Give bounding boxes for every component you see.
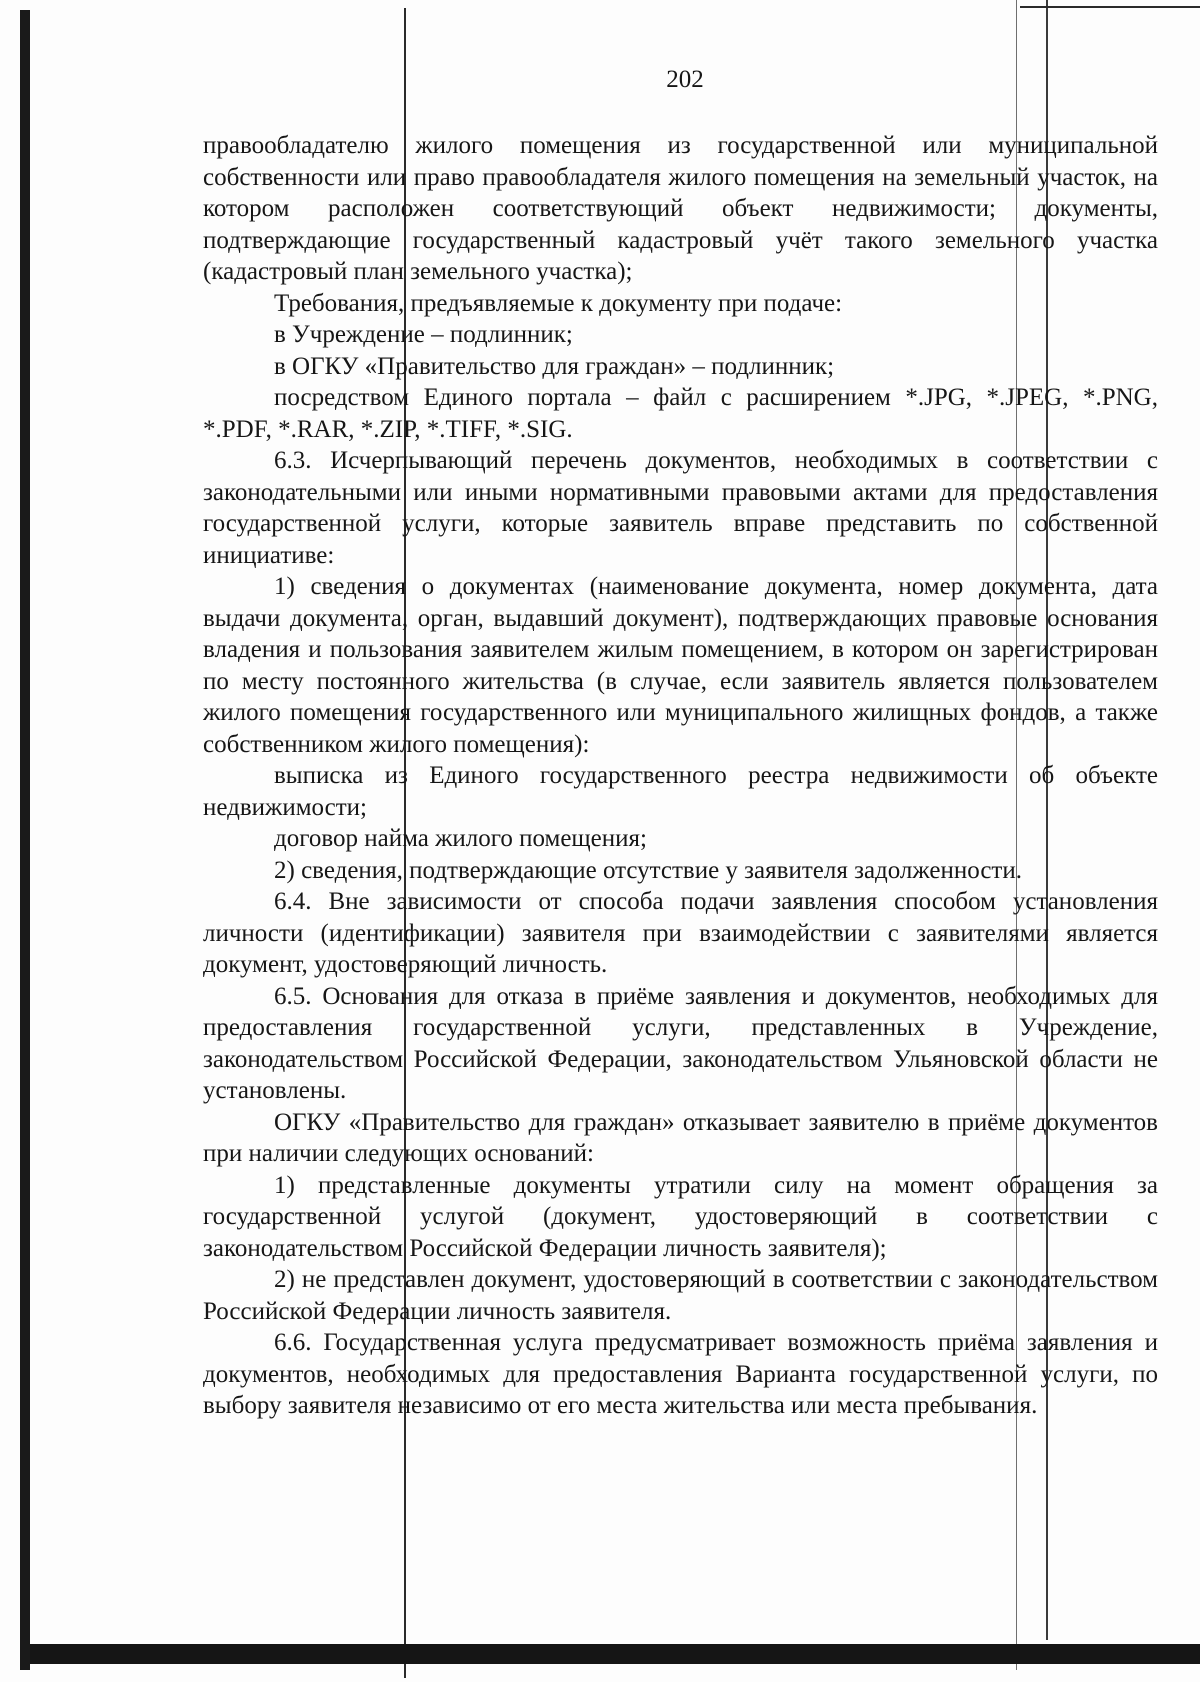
paragraph: 6.6. Государственная услуга предусматривает возможность приёма заявления и документов, необходимых для предоставления Варианта государственной услуги, по выбору заявителя независимо от его места жительства или места пребывания. [203,1329,1158,1419]
page-number: 202 [666,66,704,93]
scan-edge-left [20,10,30,1670]
paragraph: правообладателю жилого помещения из государственной или муниципальной собственности или право правообладателя жилого помещения на земельный участок, на котором расположен соответствующий объект недвижимости; документы, подтверждающие государственный кадастровый учёт такого земельного участка (кадастровый план земельного участка); [203,132,1158,285]
paragraph: в ОГКУ «Правительство для граждан» – подлинник; [274,352,835,380]
paragraph: выписка из Единого государственного реестра недвижимости об объекте недвижимости; [203,762,1158,821]
paragraph: 2) не представлен документ, удостоверяющий в соответствии с законодательством Российской Федерации личность заявителя. [203,1266,1158,1325]
paragraph: 2) сведения, подтверждающие отсутствие у заявителя задолженности. [274,856,1022,884]
scan-line [1020,6,1200,8]
paragraph: в Учреждение – подлинник; [274,321,573,348]
paragraph: 1) представленные документы утратили силу на момент обращения за государственной услугой (документ, удостоверяющий в соответствии с законодательством Российской Федерации личность заявителя); [203,1171,1158,1262]
paragraph: посредством Единого портала – файл с расширением *.JPG, *.JPEG, *.PNG, *.PDF, *.RAR, *.ZIP, *.TIFF, *.SIG. [203,384,1158,443]
paragraph: 6.5. Основания для отказа в приёме заявления и документов, необходимых для предоставления государственной услуги, представленных в Учреждение, законодательством Российской Федерации, законодательством Ульяновской области не установлены. [203,982,1158,1104]
paragraph: ОГКУ «Правительство для граждан» отказывает заявителю в приёме документов при наличии следующих оснований: [203,1108,1158,1167]
paragraph: 6.4. Вне зависимости от способа подачи заявления способом установления личности (идентификации) заявителя при взаимодействии с заявителями является документ, удостоверяющий личность. [203,888,1158,978]
scan-edge-bottom [30,1644,1200,1664]
paragraph: договор найма жилого помещения; [274,825,647,852]
document-body [203,130,1158,1422]
paragraph: 6.3. Исчерпывающий перечень документов, необходимых в соответствии с законодательными или иными нормативными правовыми актами для предоставления государственной услуги, которые заявитель вправе представить по собственной инициативе: [203,447,1158,569]
paragraph: 1) сведения о документах (наименование документа, номер документа, дата выдачи документа, орган, выдавший документ), подтверждающих правовые основания владения и пользования заявителем жилым помещением, в котором он зарегистрирован по месту постоянного жительства (в случае, если заявитель является пользователем жилого помещения государственного или муниципального жилищных фондов, а также собственником жилого помещения): [203,573,1158,758]
paragraph: Требования, предъявляемые к документу при подаче: [274,289,843,317]
